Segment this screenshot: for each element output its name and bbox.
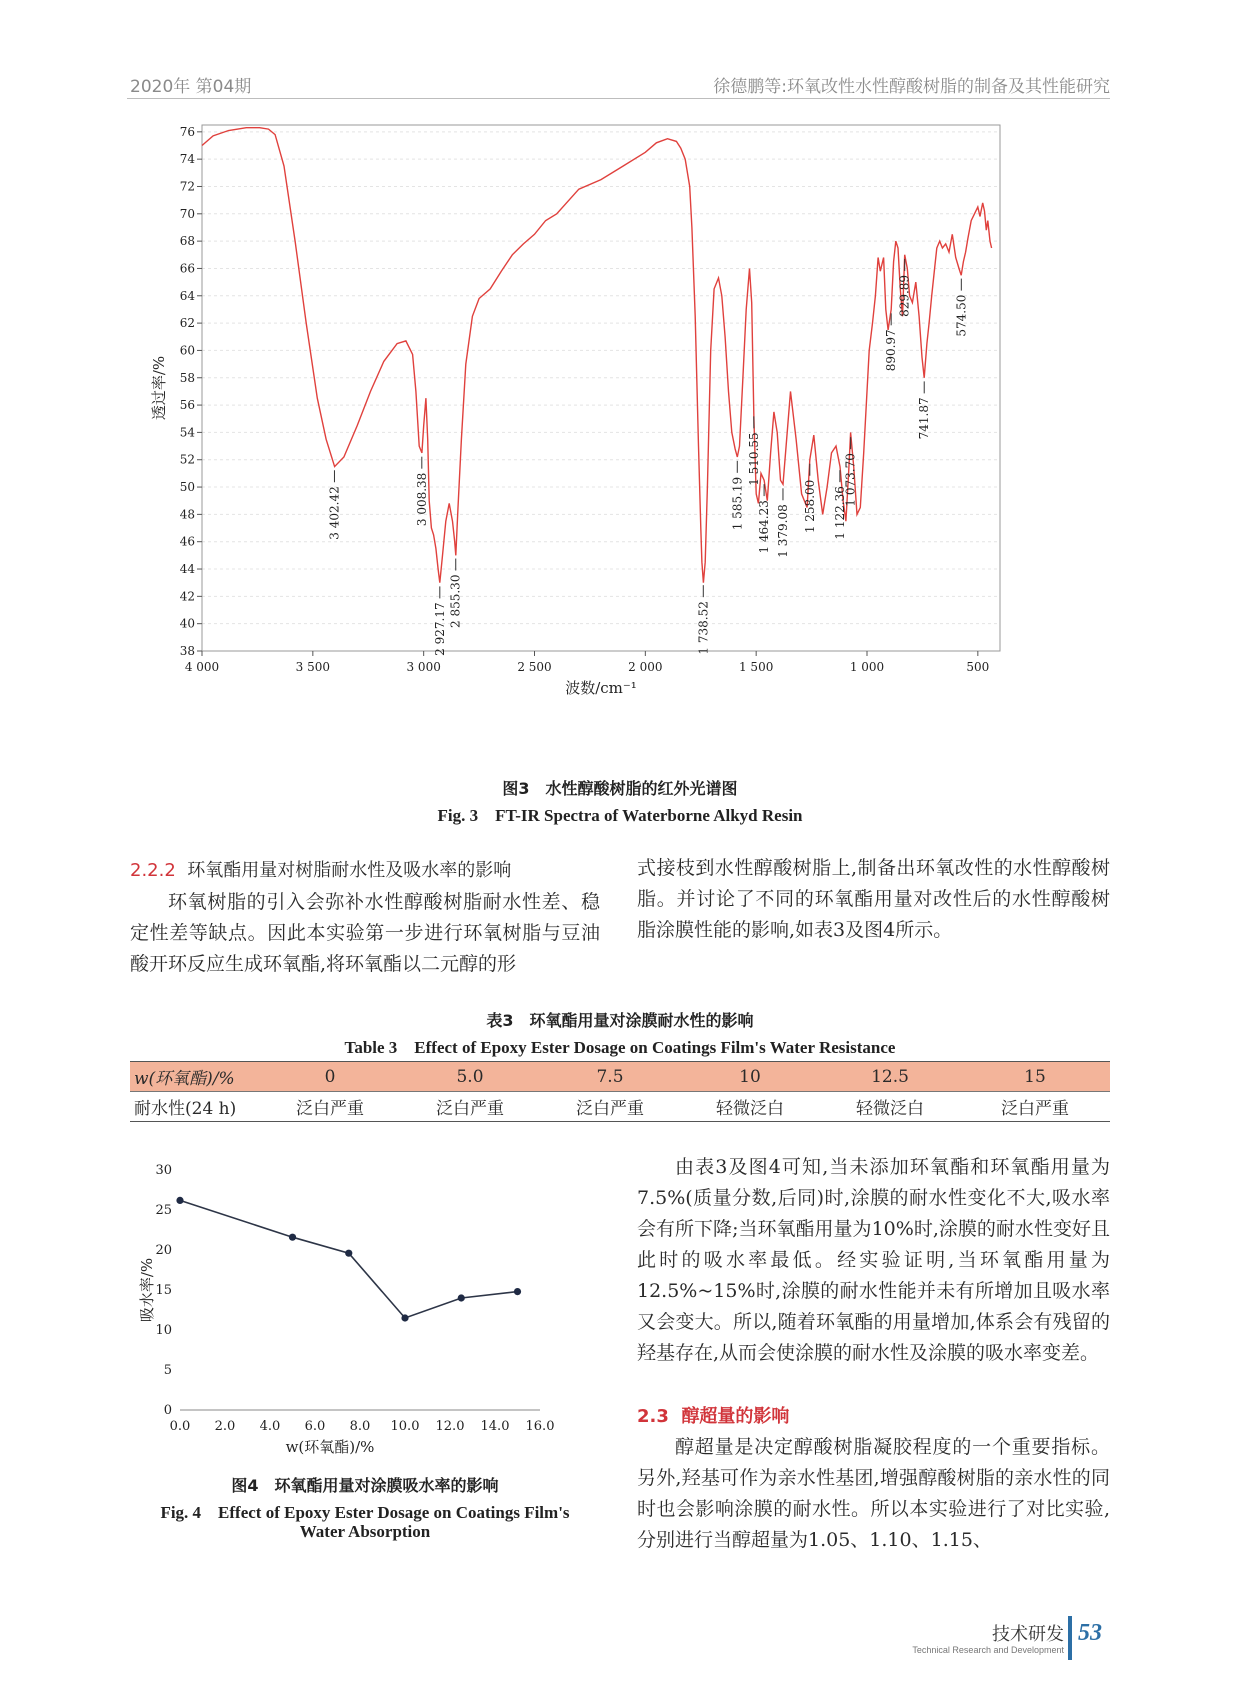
table-row <box>130 1092 1110 1122</box>
ftir-y-tick-label: 52 <box>179 452 195 467</box>
ftir-peak-label: 3 402.42 <box>327 486 342 540</box>
wa-y-tick-label: 20 <box>155 1243 172 1258</box>
ftir-peak-label: 1 379.08 <box>775 504 790 558</box>
ftir-peak-label: 890.97 <box>884 329 899 372</box>
paragraph-2-3-text: 醇超量是决定醇酸树脂凝胶程度的一个重要指标。另外,羟基可作为亲水性基团,增强醇酸树脂的亲水性的同时也会影响涂膜的耐水性。所以本实验进行了对比实验,分别进行当醇超量为1.05、1.10、1.15、 <box>637 1436 1110 1551</box>
wa-x-tick-label: 10.0 <box>390 1419 420 1434</box>
ftir-x-tick-label: 2 500 <box>517 660 552 674</box>
ftir-x-tick-label: 3 000 <box>406 660 441 674</box>
table-cell: 泛白严重 <box>400 1092 540 1122</box>
water-absorption-line <box>180 1200 518 1318</box>
ftir-peak-label: 1 073.70 <box>843 453 858 507</box>
paragraph-right-text: 式接枝到水性醇酸树脂上,制备出环氧改性的水性醇酸树脂。并讨论了不同的环氧酯用量对改性后的水性醇酸树脂涂膜性能的影响,如表3及图4所示。 <box>637 857 1110 941</box>
ftir-y-tick-label: 62 <box>179 316 195 331</box>
wa-x-axis-label: w(环氧酯)/% <box>285 1438 375 1456</box>
wa-y-axis-label: 吸水率/% <box>138 1257 156 1323</box>
paragraph-left-text: 环氧树脂的引入会弥补水性醇酸树脂耐水性差、稳定性差等缺点。因此本实验第一步进行环氧树脂与豆油酸开环反应生成环氧酯,将环氧酯以二元醇的形 <box>130 891 600 975</box>
ftir-y-tick-label: 38 <box>179 644 195 658</box>
running-title: 徐德鹏等:环氧改性水性醇酸树脂的制备及其性能研究 <box>713 77 1110 97</box>
ftir-peak-label: 2 855.30 <box>448 574 463 628</box>
ftir-x-tick-label: 4 000 <box>184 660 220 674</box>
ftir-y-tick-label: 72 <box>179 179 195 194</box>
ftir-x-axis-label: 波数/cm⁻¹ <box>565 679 637 697</box>
table-cell: 轻微泛白 <box>680 1092 820 1122</box>
section-title: 环氧酯用量对树脂耐水性及吸水率的影响 <box>187 860 512 881</box>
figure4-caption-en-2: Water Absorption <box>299 1522 431 1541</box>
figure3-caption-en: Fig. 3 FT-IR Spectra of Waterborne Alkyd Resin <box>437 806 803 825</box>
ftir-x-tick-label: 3 500 <box>295 660 331 674</box>
table3-caption-cn: 表3 环氧酯用量对涂膜耐水性的影响 <box>486 1011 754 1030</box>
water-absorption-chart <box>140 1160 600 1460</box>
wa-y-tick-label: 30 <box>155 1163 172 1178</box>
ftir-plot-frame <box>202 125 1000 651</box>
ftir-y-tick-label: 66 <box>179 261 195 276</box>
wa-x-tick-label: 8.0 <box>349 1419 371 1434</box>
paragraph-left <box>130 887 600 980</box>
wa-data-point <box>176 1197 183 1204</box>
ftir-y-tick-label: 74 <box>179 152 195 167</box>
ftir-peak-label: 1 738.52 <box>696 601 711 655</box>
wa-x-tick-label: 2.0 <box>214 1419 236 1434</box>
table-header-cell: 15 <box>960 1062 1110 1092</box>
ftir-y-tick-label: 64 <box>179 288 195 303</box>
figure4-caption-cn: 图4 环氧酯用量对涂膜吸水率的影响 <box>231 1476 499 1495</box>
ftir-y-tick-label: 50 <box>179 480 195 495</box>
table-header-row <box>130 1062 1110 1092</box>
footer-section-label: 技术研发 <box>992 1624 1064 1645</box>
table-header-cell: 7.5 <box>540 1062 680 1092</box>
ftir-y-tick-label: 48 <box>179 507 195 522</box>
page-number: 53 <box>1078 1620 1102 1646</box>
ftir-peak-label: 741.87 <box>917 397 932 440</box>
ftir-x-tick-label: 2 000 <box>628 660 663 674</box>
wa-x-tick-label: 14.0 <box>480 1419 510 1434</box>
section-title: 醇超量的影响 <box>681 1406 790 1427</box>
ftir-x-tick-label: 1 500 <box>738 660 774 674</box>
ftir-spectrum-chart <box>150 120 1090 760</box>
ftir-peak-label: 574.50 <box>954 294 969 337</box>
ftir-peak-label: 3 008.38 <box>414 472 429 527</box>
table-header-cell: 12.5 <box>820 1062 960 1092</box>
table-cell: 泛白严重 <box>540 1092 680 1122</box>
ftir-peak-label: 1 122.36 <box>832 486 847 540</box>
table-cell: 泛白严重 <box>260 1092 400 1122</box>
paragraph-2-3 <box>637 1432 1110 1556</box>
ftir-y-tick-label: 76 <box>179 124 195 139</box>
ftir-y-tick-label: 42 <box>179 589 195 604</box>
footer-section-label-en: Technical Research and Development <box>912 1645 1064 1655</box>
wa-y-tick-label: 5 <box>163 1363 172 1378</box>
wa-y-tick-label: 10 <box>155 1323 172 1338</box>
table-cell: 轻微泛白 <box>820 1092 960 1122</box>
wa-x-tick-label: 6.0 <box>304 1419 326 1434</box>
table3-caption-en: Table 3 Effect of Epoxy Ester Dosage on Coatings Film's Water Resistance <box>344 1038 896 1057</box>
section-number: 2.2.2 <box>130 860 176 881</box>
ftir-x-tick-label: 1 000 <box>849 660 885 674</box>
table3 <box>130 1061 1110 1122</box>
wa-data-point <box>458 1294 465 1301</box>
ftir-y-tick-label: 60 <box>179 343 195 358</box>
paragraph-right <box>637 853 1110 946</box>
table-header-cell: 5.0 <box>400 1062 540 1092</box>
section-2-3-heading <box>637 1402 789 1428</box>
ftir-x-tick-label: 500 <box>966 660 990 674</box>
ftir-y-axis-label: 透过率/% <box>150 355 168 421</box>
ftir-y-tick-label: 40 <box>179 616 195 631</box>
ftir-peak-label: 1 510.55 <box>746 432 761 486</box>
paragraph-discussion <box>637 1152 1110 1369</box>
ftir-peak-label: 829.89 <box>897 274 912 317</box>
wa-data-point <box>401 1314 408 1321</box>
page-number-bar <box>1068 1616 1072 1660</box>
header-rule <box>127 98 1110 99</box>
ftir-peak-label: 1 585.19 <box>730 476 745 531</box>
ftir-y-tick-label: 44 <box>179 562 195 577</box>
ftir-peak-label: 1 464.23 <box>757 500 772 554</box>
table-cell: 耐水性(24 h) <box>130 1092 260 1122</box>
ftir-y-tick-label: 70 <box>179 206 195 221</box>
ftir-peak-label: 1 258.00 <box>802 479 817 534</box>
section-2-2-2-heading <box>130 856 511 882</box>
wa-data-point <box>289 1234 296 1241</box>
ftir-y-tick-label: 68 <box>179 234 195 249</box>
wa-data-point <box>345 1250 352 1257</box>
table-header-cell: w(环氧酯)/% <box>130 1062 260 1092</box>
journal-issue: 2020年 第04期 <box>130 77 252 97</box>
wa-x-tick-label: 0.0 <box>169 1419 191 1434</box>
ftir-y-tick-label: 56 <box>179 398 195 413</box>
wa-x-tick-label: 4.0 <box>259 1419 281 1434</box>
ftir-y-tick-label: 58 <box>179 370 195 385</box>
ftir-y-tick-label: 46 <box>179 534 195 549</box>
figure3-caption-cn: 图3 水性醇酸树脂的红外光谱图 <box>502 779 738 798</box>
wa-x-tick-label: 16.0 <box>525 1419 555 1434</box>
wa-y-tick-label: 0 <box>163 1403 172 1418</box>
ftir-y-tick-label: 54 <box>179 425 195 440</box>
table-header-cell: 10 <box>680 1062 820 1092</box>
wa-x-tick-label: 12.0 <box>435 1419 465 1434</box>
wa-data-point <box>514 1288 521 1295</box>
wa-y-tick-label: 25 <box>155 1203 172 1218</box>
table-cell: 泛白严重 <box>960 1092 1110 1122</box>
figure4-caption-en-1: Fig. 4 Effect of Epoxy Ester Dosage on Coatings Film's <box>160 1503 570 1522</box>
paragraph-discussion-text: 由表3及图4可知,当未添加环氧酯和环氧酯用量为7.5%(质量分数,后同)时,涂膜的耐水性变化不大,吸水率会有所下降;当环氧酯用量为10%时,涂膜的耐水性变好且此时的吸水率最低。经实验证明,当环氧酯用量为12.5%~15%时,涂膜的耐水性能并未有所增加且吸水率又会变大。所以,随着环氧酯的用量增加,体系会有残留的羟基存在,从而会使涂膜的耐水性及涂膜的吸水率变差。 <box>637 1156 1110 1364</box>
ftir-peak-label: 2 927.17 <box>432 602 447 656</box>
ftir-spectrum-line <box>202 128 992 583</box>
wa-y-tick-label: 15 <box>155 1283 172 1298</box>
section-number: 2.3 <box>637 1406 669 1427</box>
table-header-cell: 0 <box>260 1062 400 1092</box>
